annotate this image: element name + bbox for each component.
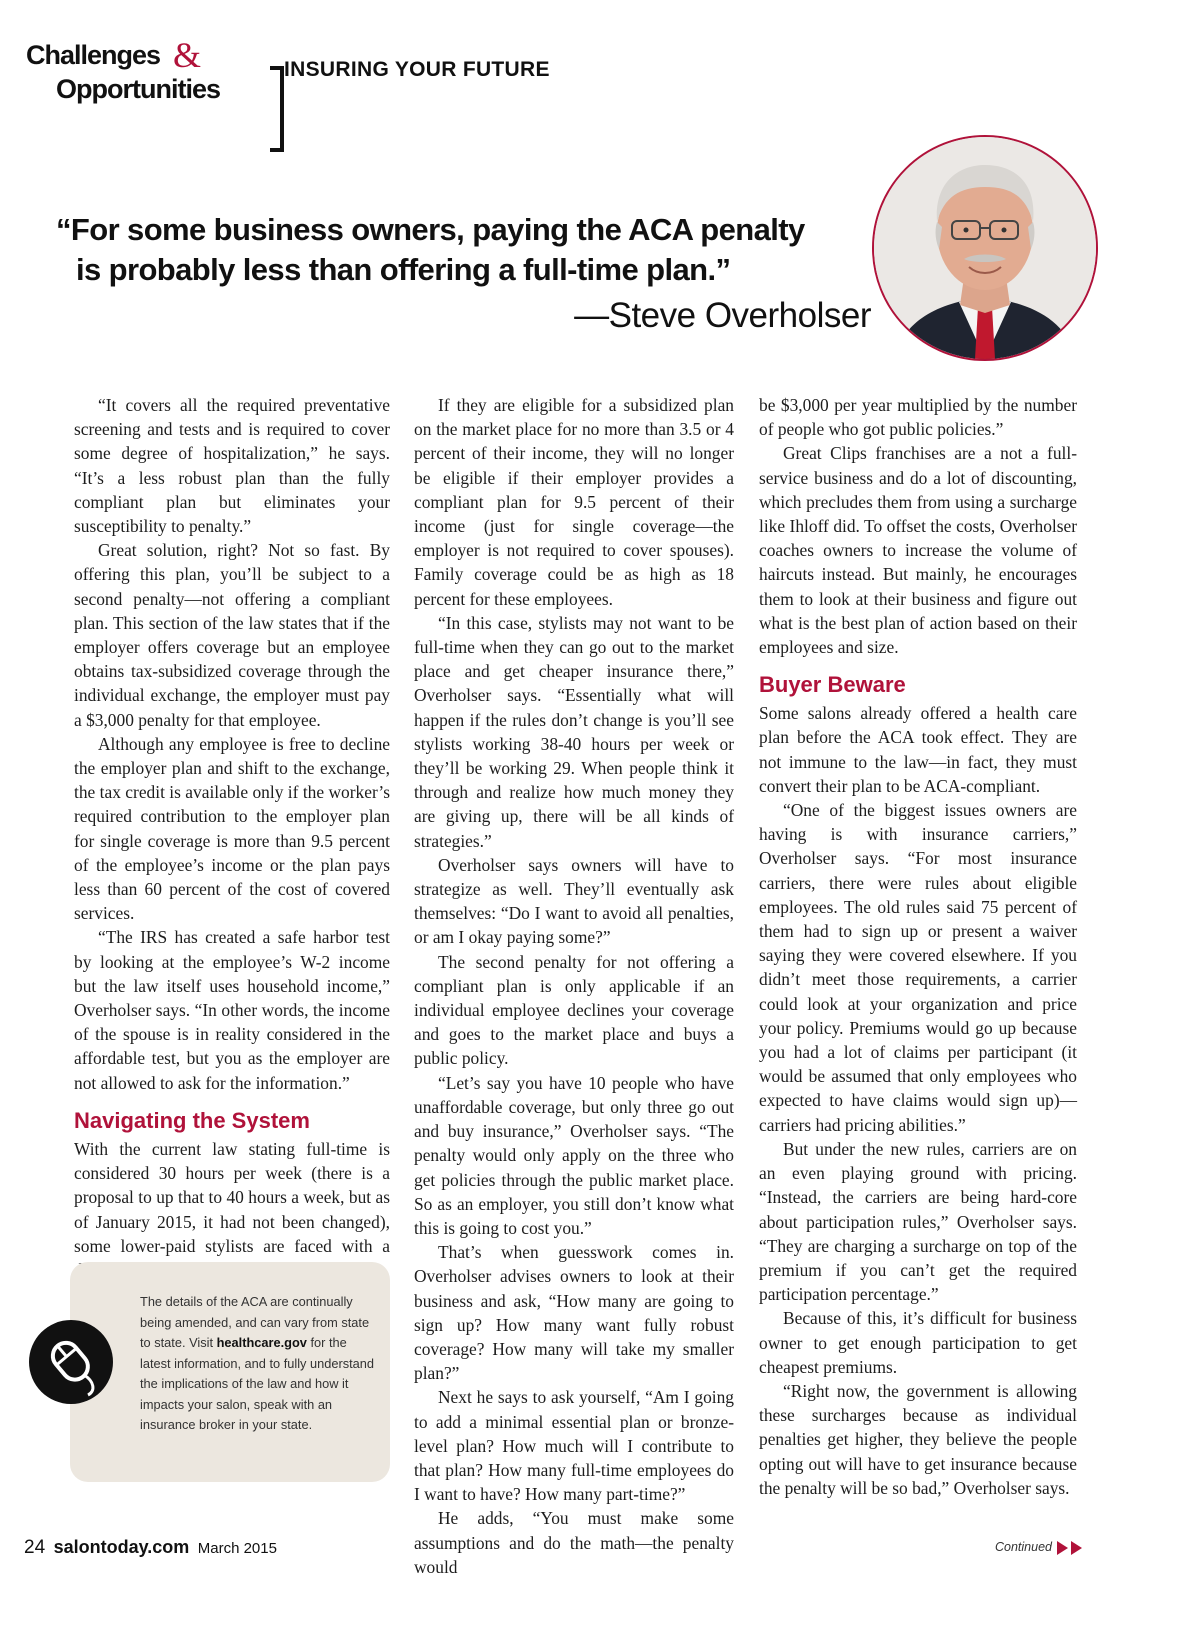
continued-label: Continued xyxy=(995,1540,1052,1554)
article-column-3 xyxy=(759,393,1077,1500)
paragraph: He adds, “You must make some assumptions and do the math—the penalty would xyxy=(414,1508,734,1577)
brand-line2: Opportunities xyxy=(56,74,220,104)
paragraph: That’s when guesswork comes in. Overholser advises owners to look at their business and ask, “How many are going to sign up? How many want fully robust coverage? How many will take my smaller plan?” xyxy=(414,1242,734,1384)
section-heading-navigating: Navigating the System xyxy=(74,1107,310,1133)
paragraph: Some salons already offered a health care plan before the ACA took effect. They are not immune to the law—in fact, they must convert their plan to be ACA-compliant. xyxy=(759,703,1077,796)
paragraph: With the current law stating full-time is considered 30 hours per week (there is a proposal to up that to 40 hours a week, but as of January 2015, it had not been changed), some lower-paid stylists are faced with a xyxy=(74,1138,390,1256)
continued-arrow-icon xyxy=(1056,1540,1086,1556)
brand-logo xyxy=(26,36,258,114)
mouse-icon xyxy=(28,1319,114,1405)
paragraph: Great solution, right? Not so fast. By offering this plan, you’ll be subject to a second penalty—not offering a compliant plan. This section of the law states that if the employer offers coverage but an employee obtains tax-subsidized coverage through the individual exchange, the employer must pay a $3,000 penalty for that employee. xyxy=(74,540,390,730)
portrait-illustration xyxy=(874,137,1096,359)
issue-date: March 2015 xyxy=(197,1540,277,1557)
paragraph: If they are eligible for a subsidized plan on the market place for no more than 3.5 or 4 percent of their income, they will no longer be eligible if their employer provides a compliant plan for 9.5 percent of their income (just for single coverage—the employer is not required to cover spouses). Family coverage could be as high as 18 percent for these employees. xyxy=(414,395,734,609)
paragraph: But under the new rules, carriers are on an even playing ground with pricing. “Instead, the carriers are being hard-core about participation rules,” Overholser says. “They are charging a surcharge on top of the premium if you can’t get the required participation percentage.” xyxy=(759,1138,1077,1305)
paragraph: “In this case, stylists may not want to be full-time when they can go out to the market place and get cheaper insurance there,” Overholser says. “Essentially what will happen if the rules don’t change is you’ll see stylists working 38-40 hours per week or they’ll be working 29. When people think it through and realize how much money they are giving up, there will be all kinds of strategies.” xyxy=(414,612,734,851)
page-number: 24 xyxy=(24,1537,46,1558)
article-column-2 xyxy=(414,393,734,1579)
footer xyxy=(24,1537,277,1559)
paragraph: “Right now, the government is allowing these surcharges because as individual penalties get higher, they believe the people opting out will have to get insurance because the penalty will be so bad,” Overholser says. xyxy=(759,1380,1077,1498)
pull-quote-line2: is probably less than offering a full-time plan.” xyxy=(76,252,731,287)
paragraph: Great Clips franchises are a not a full-service business and do a lot of discounting, which precludes them from using a surcharge like Ihloff did. To offset the costs, Overholser coaches owners to increase the volume of haircuts instead. But mainly, he encourages them to look at their business and figure out what is the best plan of action based on their employees and size. xyxy=(759,443,1077,658)
paragraph: Next he says to ask yourself, “Am I going to add a minimal essential plan or bronze-level plan? How much will I contribute to that plan? How many full-time employees do I want to have? How many part-time?” xyxy=(414,1387,734,1505)
paragraph: The second penalty for not offering a compliant plan is only applicable if an individual employee declines your coverage and goes to the market place and buys a public policy. xyxy=(414,951,734,1069)
paragraph: “One of the biggest issues owners are having is with insurance carriers,” Overholser says. “For most insurance carriers, there were rules about eligible employees. The old rules said 75 percent of them had to sign up or present a waiver saying they were covered elsewhere. If you didn’t meet those requirements, a carrier could look at your organization and price your policy. Premiums would go up because you had a lot of claims per participant (it would be assumed that only employees who expected to have claims would sign up)—carriers had pricing abilities.” xyxy=(759,800,1077,1135)
paragraph: be $3,000 per year multiplied by the number of people who got public policies.” xyxy=(759,395,1077,440)
paragraph: “The IRS has created a safe harbor test by looking at the employee’s W-2 income but the law itself uses household income,” Overholser says. “In other words, the income of the spouse is in reality considered in the affordable test, but you as the employer are not allowed to ask for the information.” xyxy=(74,927,390,1093)
paragraph: Although any employee is free to decline the employer plan and shift to the exchange, the tax credit is available only if the worker’s required contribution to the employer plan for single coverage is more than 9.5 percent of the employee’s income or the plan pays less than 60 percent of the cost of covered services. xyxy=(74,733,390,924)
article-column-1 xyxy=(74,393,390,1282)
sidebar-text-before: The details of the ACA are continually being amended, and can vary from state to state. Visit xyxy=(140,1294,370,1350)
sidebar-text-after: for the latest information, and to fully understand the implications of the law and how it impacts your salon, speak with an insurance broker in your state. xyxy=(140,1335,375,1432)
section-heading-buyer-beware: Buyer Beware xyxy=(759,672,906,698)
brand-line1: Challenges xyxy=(26,40,161,70)
healthcare-link[interactable]: healthcare.gov xyxy=(216,1335,307,1350)
section-label: INSURING YOUR FUTURE xyxy=(284,58,550,81)
brand-ampersand: & xyxy=(173,35,202,75)
paragraph: Because of this, it’s difficult for business owner to get enough participation to get cheapest premiums. xyxy=(759,1308,1077,1377)
paragraph: “It covers all the required preventative screening and tests and is required to cover some degree of hospitalization,” he says. “It’s a less robust plan than the fully compliant plan but eliminates your susceptibility to penalty.” xyxy=(74,395,390,537)
portrait-photo xyxy=(872,135,1098,361)
paragraph: Overholser says owners will have to strategize as well. They’ll eventually ask themselves: “Do I want to avoid all penalties, or am I okay paying some?” xyxy=(414,854,734,948)
info-sidebar xyxy=(70,1262,390,1482)
pull-quote xyxy=(56,210,871,336)
brand-bracket xyxy=(270,66,284,152)
pull-quote-attribution: —Steve Overholser xyxy=(574,296,871,335)
site-name: salontoday.com xyxy=(53,1537,190,1557)
pull-quote-line1: “For some business owners, paying the ACA penalty xyxy=(56,212,805,247)
paragraph: “Let’s say you have 10 people who have unaffordable coverage, but only three go out and buy insurance,” Overholser says. “The penalty would only apply on the three who get policies through the public market place. So as an employer, you still don’t know what this is going to cost you.” xyxy=(414,1072,734,1238)
sidebar-text xyxy=(140,1292,380,1436)
